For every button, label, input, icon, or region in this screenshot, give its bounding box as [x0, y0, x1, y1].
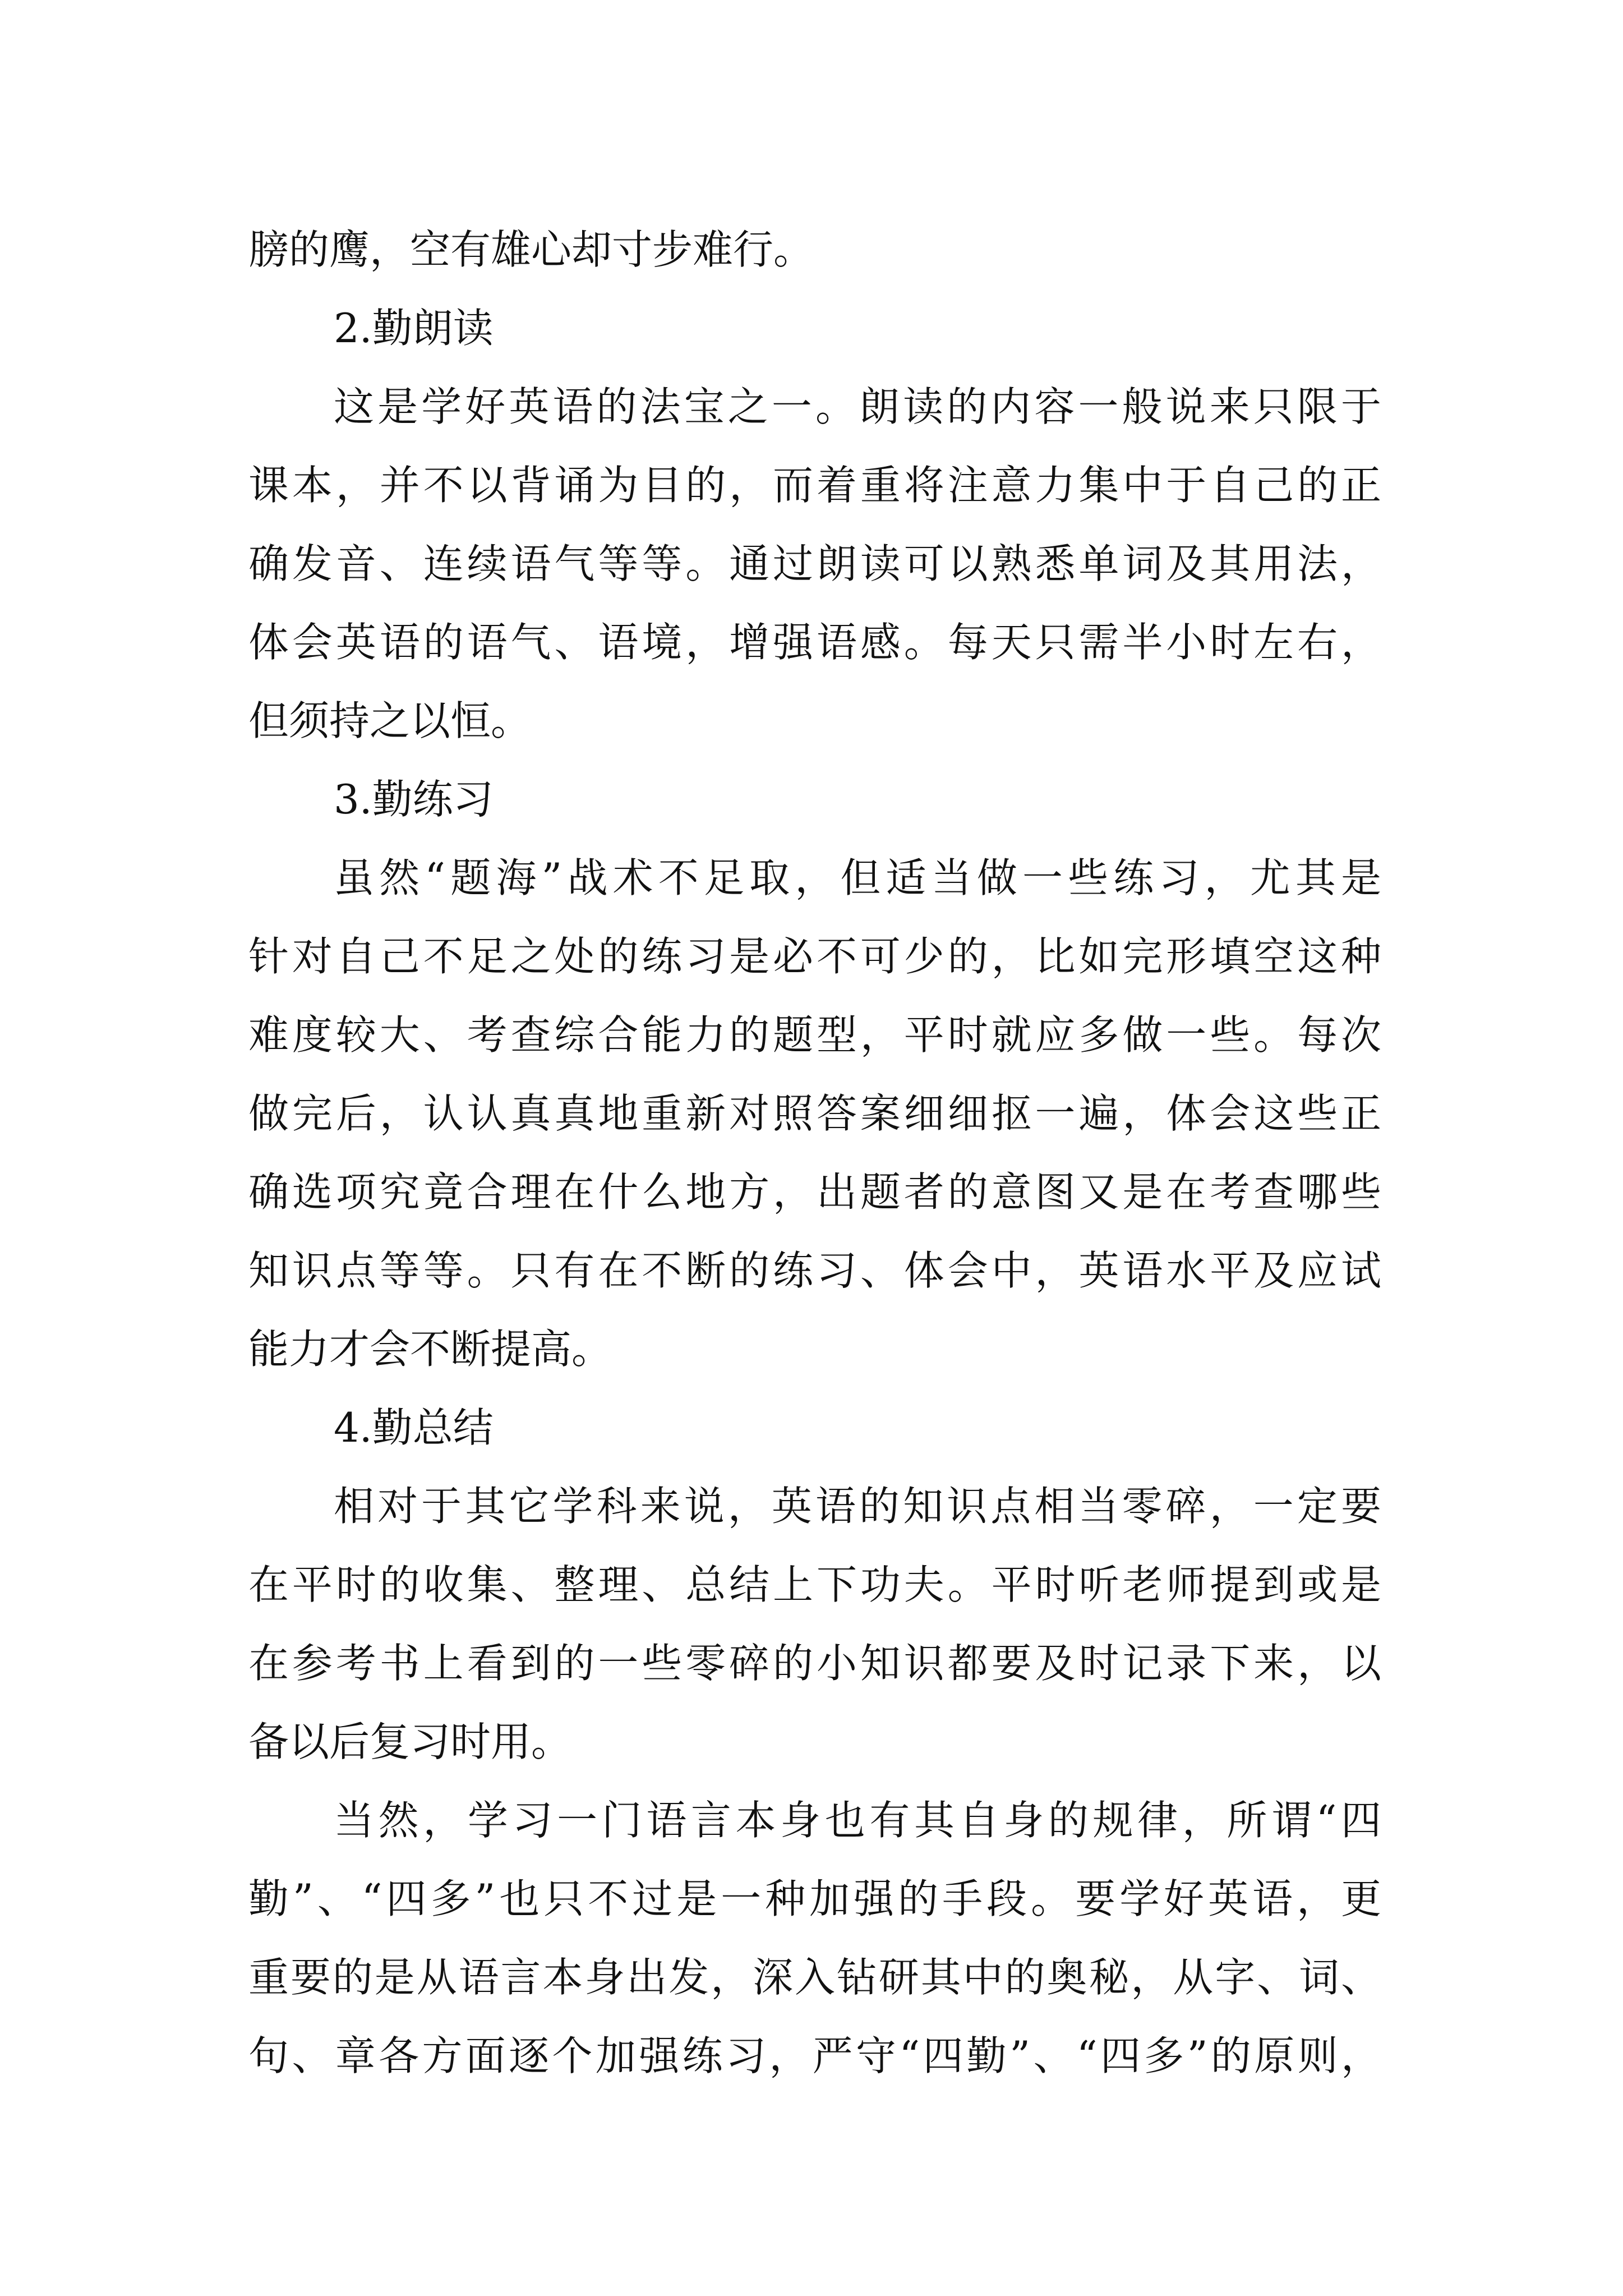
section-heading-4: 4.勤总结 — [334, 1404, 494, 1451]
text-line: 备以后复习时用。 — [248, 1718, 572, 1765]
text-line: 课本，并不以背诵为目的，而着重将注意力集中于自己的正 — [248, 462, 1381, 509]
text-line: 相对于其它学科来说，英语的知识点相当零碎，一定要 — [334, 1483, 1381, 1530]
text-line: 确发音、连续语气等等。通过朗读可以熟悉单词及其用法， — [248, 540, 1381, 587]
text-line: 做完后，认认真真地重新对照答案细细抠一遍，体会这些正 — [248, 1090, 1381, 1137]
text-line: 句、章各方面逐个加强练习，严守“四勤”、“四多”的原则， — [248, 2032, 1381, 2079]
text-line: 针对自己不足之处的练习是必不可少的，比如完形填空这种 — [248, 933, 1381, 980]
text-line: 体会英语的语气、语境，增强语感。每天只需半小时左右， — [248, 619, 1381, 666]
text-line: 难度较大、考查综合能力的题型，平时就应多做一些。每次 — [248, 1011, 1381, 1059]
text-line: 虽然“题海”战术不足取，但适当做一些练习，尤其是 — [334, 854, 1381, 901]
text-line: 但须持之以恒。 — [248, 697, 532, 744]
section-heading-2: 2.勤朗读 — [334, 305, 494, 352]
text-line: 勤”、“四多”也只不过是一种加强的手段。要学好英语，更 — [248, 1875, 1381, 1922]
section-heading-3: 3.勤练习 — [334, 776, 494, 823]
text-line: 当然，学习一门语言本身也有其自身的规律，所谓“四 — [334, 1797, 1381, 1844]
text-line: 这是学好英语的法宝之一。朗读的内容一般说来只限于 — [334, 383, 1381, 430]
text-line: 确选项究竟合理在什么地方，出题者的意图又是在考查哪些 — [248, 1168, 1381, 1216]
text-line: 能力才会不断提高。 — [248, 1326, 612, 1373]
text-line: 在平时的收集、整理、总结上下功夫。平时听老师提到或是 — [248, 1561, 1381, 1608]
text-line: 知识点等等。只有在不断的练习、体会中，英语水平及应试 — [248, 1247, 1381, 1294]
text-line: 膀的鹰，空有雄心却寸步难行。 — [248, 226, 814, 273]
body-text — [248, 210, 1381, 2095]
text-line: 在参考书上看到的一些零碎的小知识都要及时记录下来，以 — [248, 1640, 1381, 1687]
text-line: 重要的是从语言本身出发，深入钻研其中的奥秘，从字、词、 — [248, 1954, 1381, 2001]
